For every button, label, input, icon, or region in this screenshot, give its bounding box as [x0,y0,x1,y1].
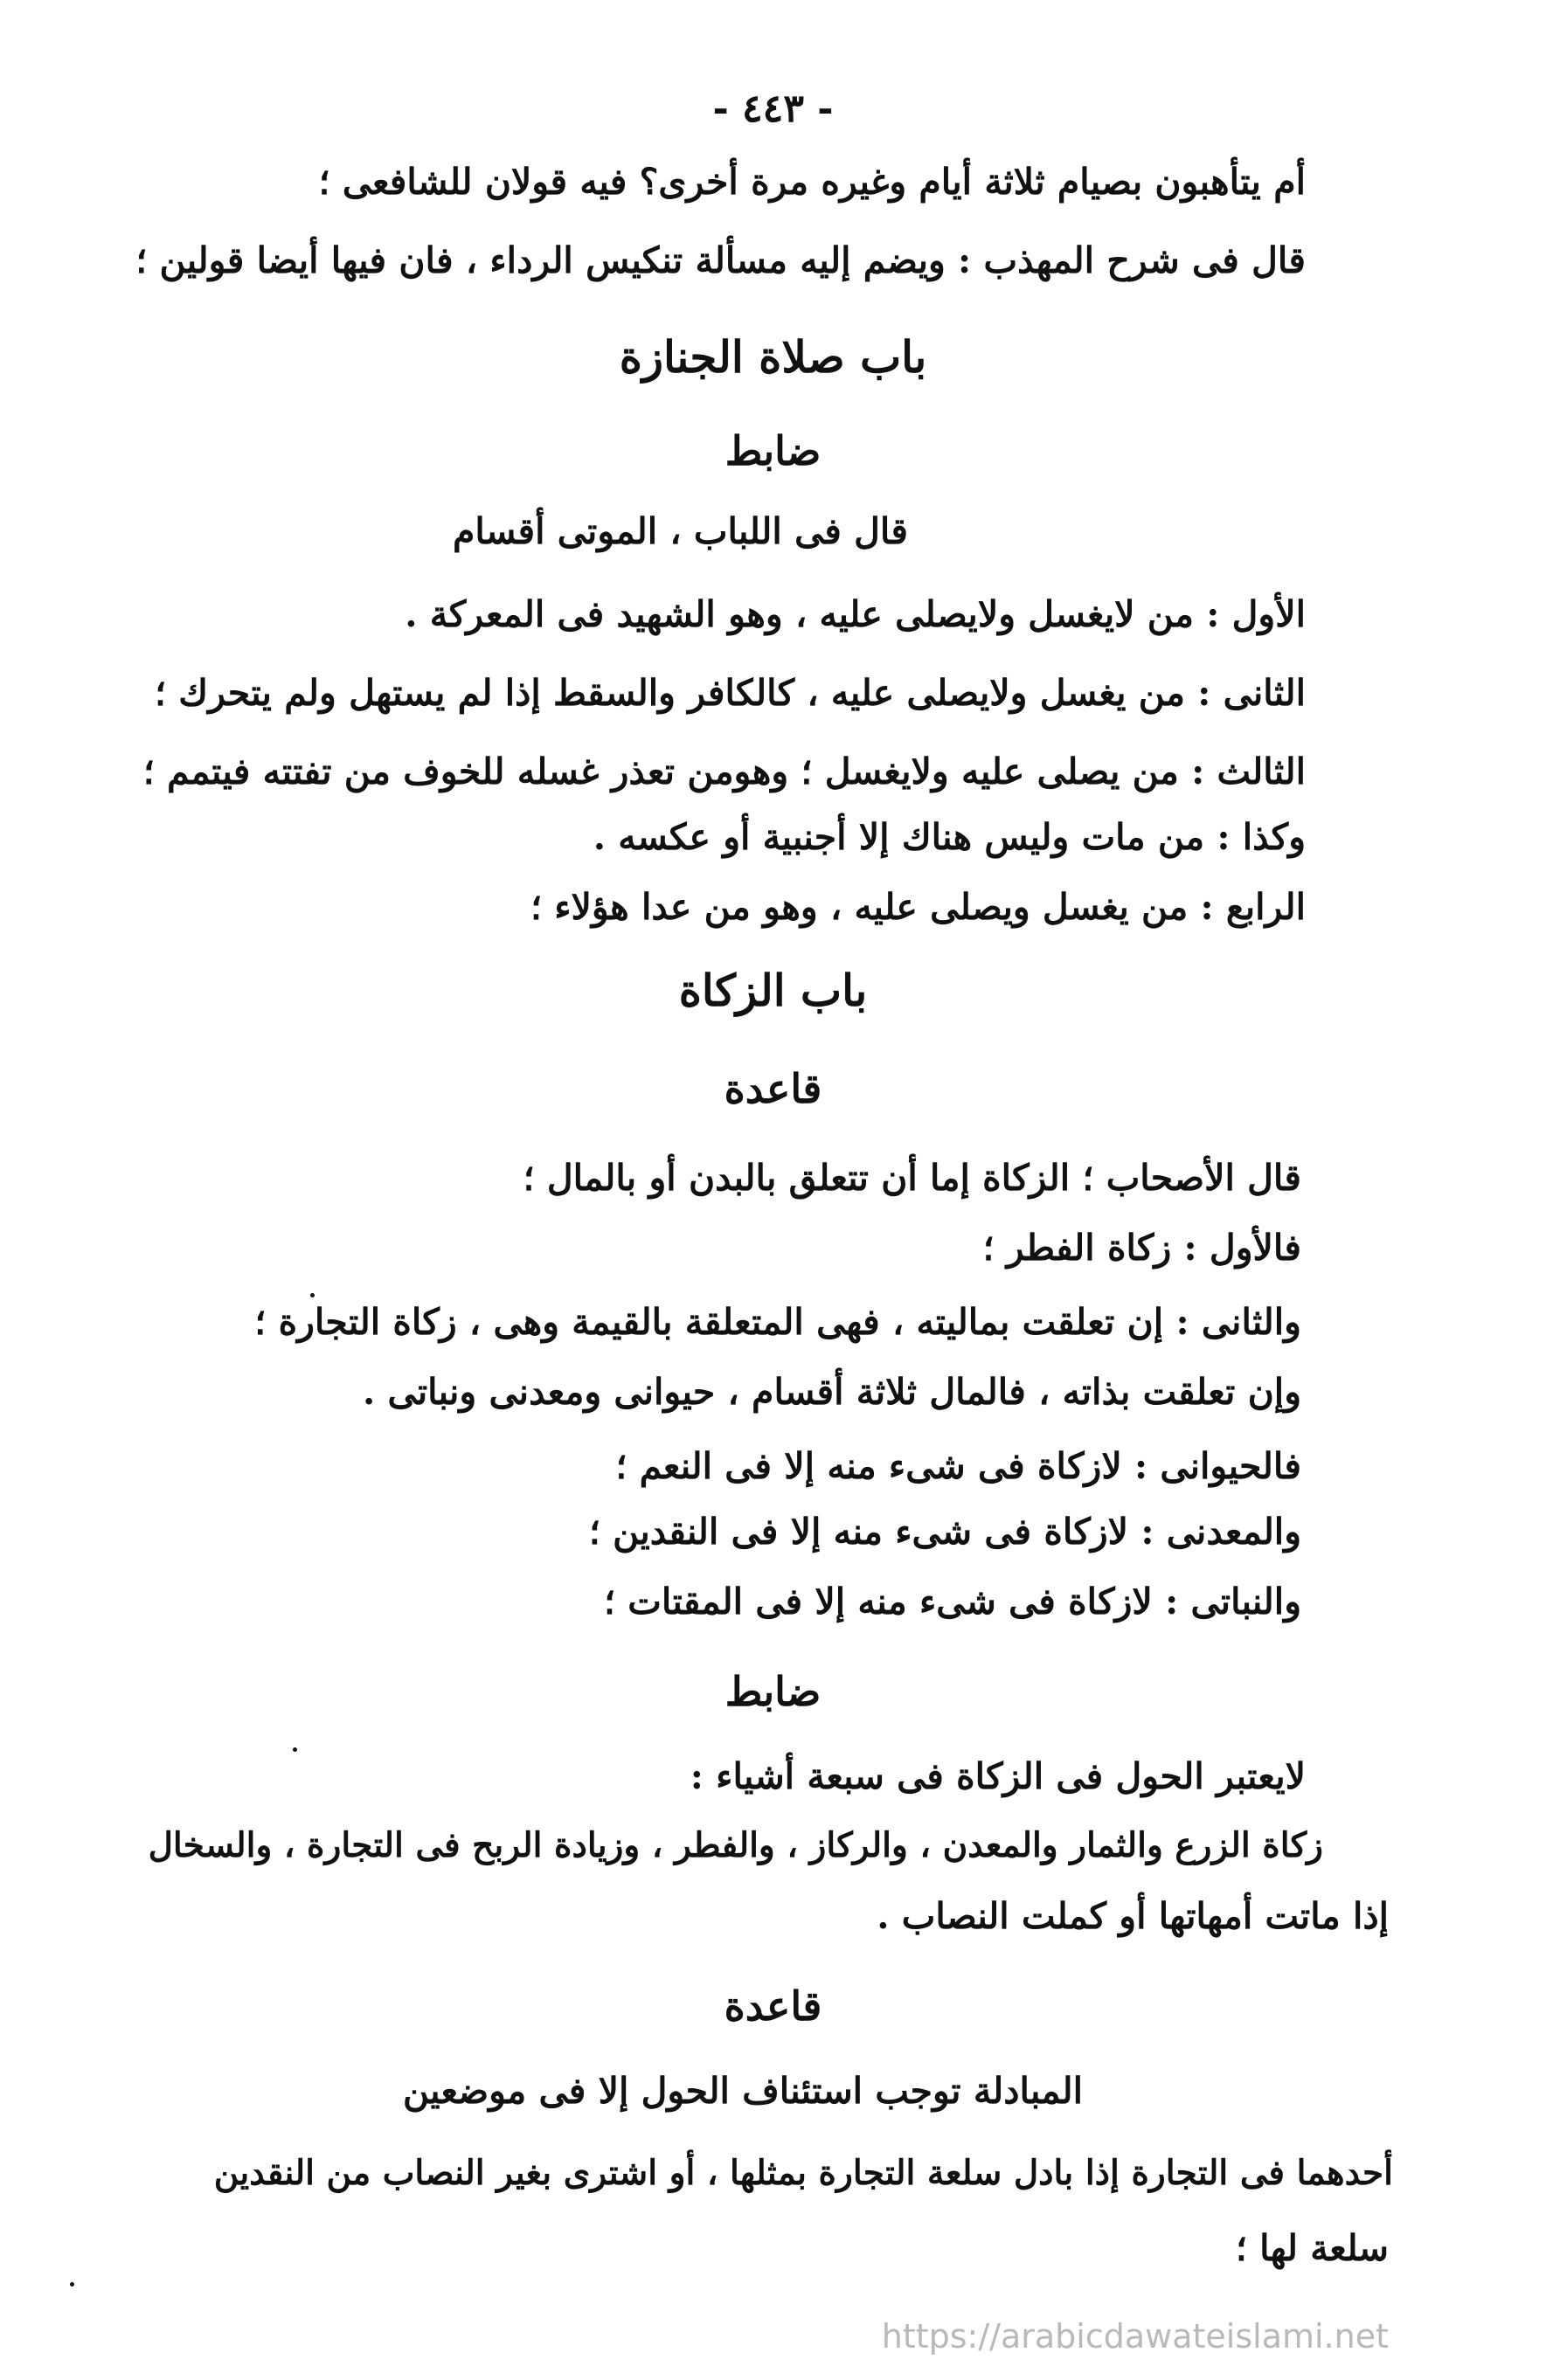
text-line: وإن تعلقت بذاته ، فالمال ثلاثة أقسام ، حيوانى ومعدنى ونباتى . [363,1371,1301,1413]
text-line: أحدهما فى التجارة إذا بادل سلعة التجارة بمثلها ، أو اشترى بغير النصاب من النقدين [213,2153,1393,2193]
text-line: والثانى : إن تعلقت بماليته ، فهى المتعلقة بالقيمة وهى ، زكاة التجارة ؛ [254,1301,1301,1343]
chapter-heading: باب صلاة الجنازة [619,331,927,383]
text-line: المبادلة توجب استئناف الحول إلا فى موضعين [402,2070,1083,2112]
text-line: الثانى : من يغسل ولايصلى عليه ، كالكافر والسقط إذا لم يستهل ولم يتحرك ؛ [155,672,1306,714]
section-heading: ضابط [724,427,822,474]
section-heading: ضابط [724,1668,822,1715]
text-line: وكذا : من مات وليس هناك إلا أجنبية أو عكسه . [593,816,1306,858]
text-line: أم يتأهبون بصيام ثلاثة أيام وغيره مرة أخرى؟ فيه قولان للشافعى ؛ [318,161,1306,203]
text-line: لايعتبر الحول فى الزكاة فى سبعة أشياء : [690,1755,1306,1797]
speck-mark [310,1293,315,1297]
text-line: الأول : من لايغسل ولايصلى عليه ، وهو الشهيد فى المعركة . [405,593,1306,635]
section-heading: قاعدة [724,1982,822,2030]
text-line: والمعدنى : لازكاة فى شىء منه إلا فى النقدين ؛ [588,1511,1301,1553]
text-line: الرابع : من يغسل ويصلى عليه ، وهو من عدا هؤلاء ؛ [530,886,1306,928]
text-line: زكاة الزرع والثمار والمعدن ، والركاز ، والفطر ، وزيادة الربح فى التجارة ، والسخال [148,1825,1323,1865]
watermark-url: https://arabicdawateislami.net [881,2317,1389,2356]
text-line: الثالث : من يصلى عليه ولايغسل ؛ وهومن تعذر غسله للخوف من تفتته فيتمم ؛ [142,751,1306,792]
text-line: فالحيوانى : لازكاة فى شىء منه إلا فى النعم ؛ [615,1445,1301,1487]
text-line: فالأول : زكاة الفطر ؛ [982,1227,1301,1269]
text-line: قال فى شرح المهذب : ويضم إليه مسألة تنكيس الرداء ، فان فيها أيضا قولين ؛ [135,239,1306,281]
section-heading: قاعدة [724,1065,822,1112]
text-line: سلعة لها ؛ [1235,2227,1389,2269]
text-line: قال الأصحاب ؛ الزكاة إما أن تتعلق بالبدن أو بالمال ؛ [523,1157,1301,1199]
chapter-heading: باب الزكاة [678,965,868,1016]
text-line: إذا ماتت أمهاتها أو كملت النصاب . [877,1895,1389,1937]
text-line: والنباتى : لازكاة فى شىء منه إلا فى المقتات ؛ [603,1581,1301,1622]
speck-mark [70,2282,74,2287]
page-number: - ٤٤٣ - [712,86,834,131]
text-line: قال فى اللباب ، الموتى أقسام [453,510,908,552]
speck-mark [293,1747,297,1752]
